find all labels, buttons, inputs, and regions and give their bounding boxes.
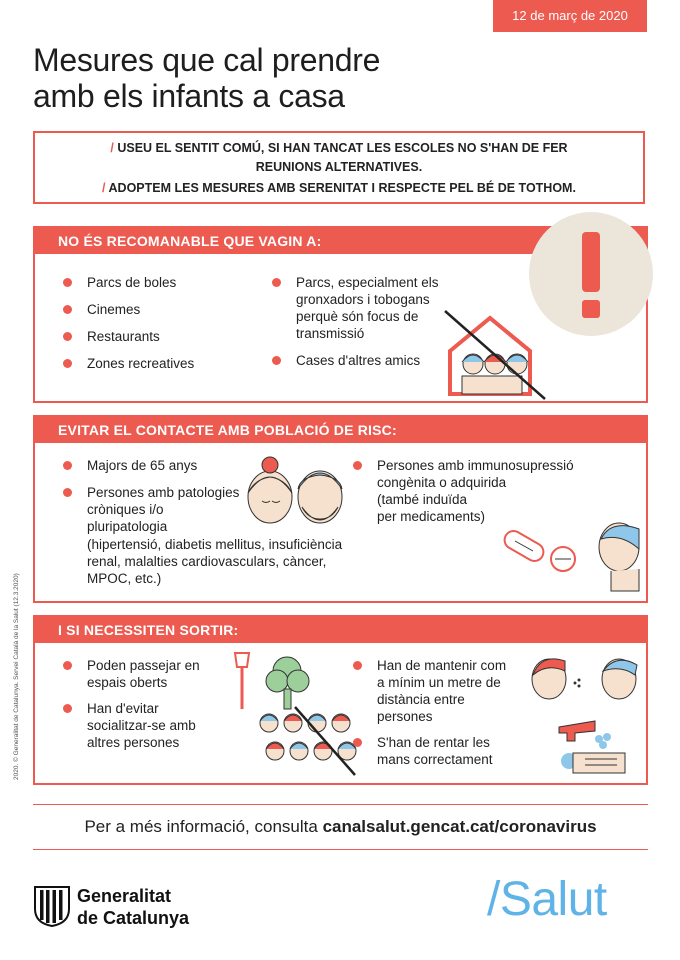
section-avoid-risk-contact [33,415,648,603]
medication-pills-icon [501,519,641,594]
list-item: S'han de rentar les mans correctament [353,734,513,768]
salut-wordmark: /Salut [487,873,607,926]
outside-list-right [353,657,513,768]
places-list-left [63,274,263,372]
exclamation-icon [529,212,653,336]
generalitat-line-1: Generalitat [77,886,172,906]
section-if-going-out [33,615,648,785]
list-item: Han d'evitar socialitzar-se amb altres persones [63,700,223,751]
outside-list-left [63,657,223,751]
more-info-link[interactable]: canalsalut.gencat.cat/coronavirus [322,817,597,836]
date-badge: 12 de març de 2020 [493,0,647,32]
list-item: Cases d'altres amics [272,352,452,369]
list-item: Persones amb patologies cròniques i/o pluripatologia [63,484,243,535]
places-list-right [272,274,452,369]
list-item: Zones recreatives [63,355,263,372]
crowd-crossed-icon [253,705,365,777]
page-title-line-2: amb els infants a casa [33,78,345,114]
list-item: Poden passejar en espais oberts [63,657,223,691]
list-item: Restaurants [63,328,263,345]
social-distance-icon [527,653,642,708]
risk-list-right [353,457,593,491]
section-header: NO ÉS RECOMANABLE QUE VAGIN A: [35,228,646,254]
immunosuppression-note: (també induïda per medicaments) [377,492,486,524]
list-item: Majors de 65 anys [63,457,243,474]
generalitat-logo-icon [33,885,71,927]
section-header: EVITAR EL CONTACTE AMB POBLACIÓ DE RISC: [35,417,646,443]
risk-list-left [63,457,243,535]
warning-line-3: / ADOPTEM LES MESURES AMB SERENITAT I RESPECTE PEL BÉ DE TOTHOM. [102,181,576,195]
hand-washing-icon [555,715,635,777]
more-info-line [33,804,648,850]
more-info-prefix: Per a més informació, consulta [84,817,318,836]
warning-line-1: / USEU EL SENTIT COMÚ, SI HAN TANCAT LES ESCOLES NO S'HAN DE FER [110,141,568,155]
generalitat-line-2: de Catalunya [77,908,190,928]
list-item: Parcs, especialment els gronxadors i tobogans perquè són focus de transmissió [272,274,452,342]
elderly-couple-icon [240,453,350,531]
generalitat-wordmark [77,885,189,929]
list-item: Han de mantenir com a mínim un metre de distància entre persones [353,657,513,725]
list-item: Persones amb immunosupressió congènita o adquirida [353,457,593,491]
warning-box [33,131,645,204]
list-item: Cinemes [63,301,263,318]
page-title [33,42,380,114]
list-item: Parcs de boles [63,274,263,291]
chronic-conditions-note: (hipertensió, diabetis mellitus, insuficiència renal, malalties cardiovasculars, càncer, MPOC, etc.) [87,537,343,586]
section-header: I SI NECESSITEN SORTIR: [35,617,646,643]
warning-line-2: REUNIONS ALTERNATIVES. [255,160,423,174]
side-credit: 2020. © Generalitat de Catalunya. Servei Català de la Salut (12.3.2020) [13,573,20,780]
page-title-line-1: Mesures que cal prendre [33,42,381,78]
